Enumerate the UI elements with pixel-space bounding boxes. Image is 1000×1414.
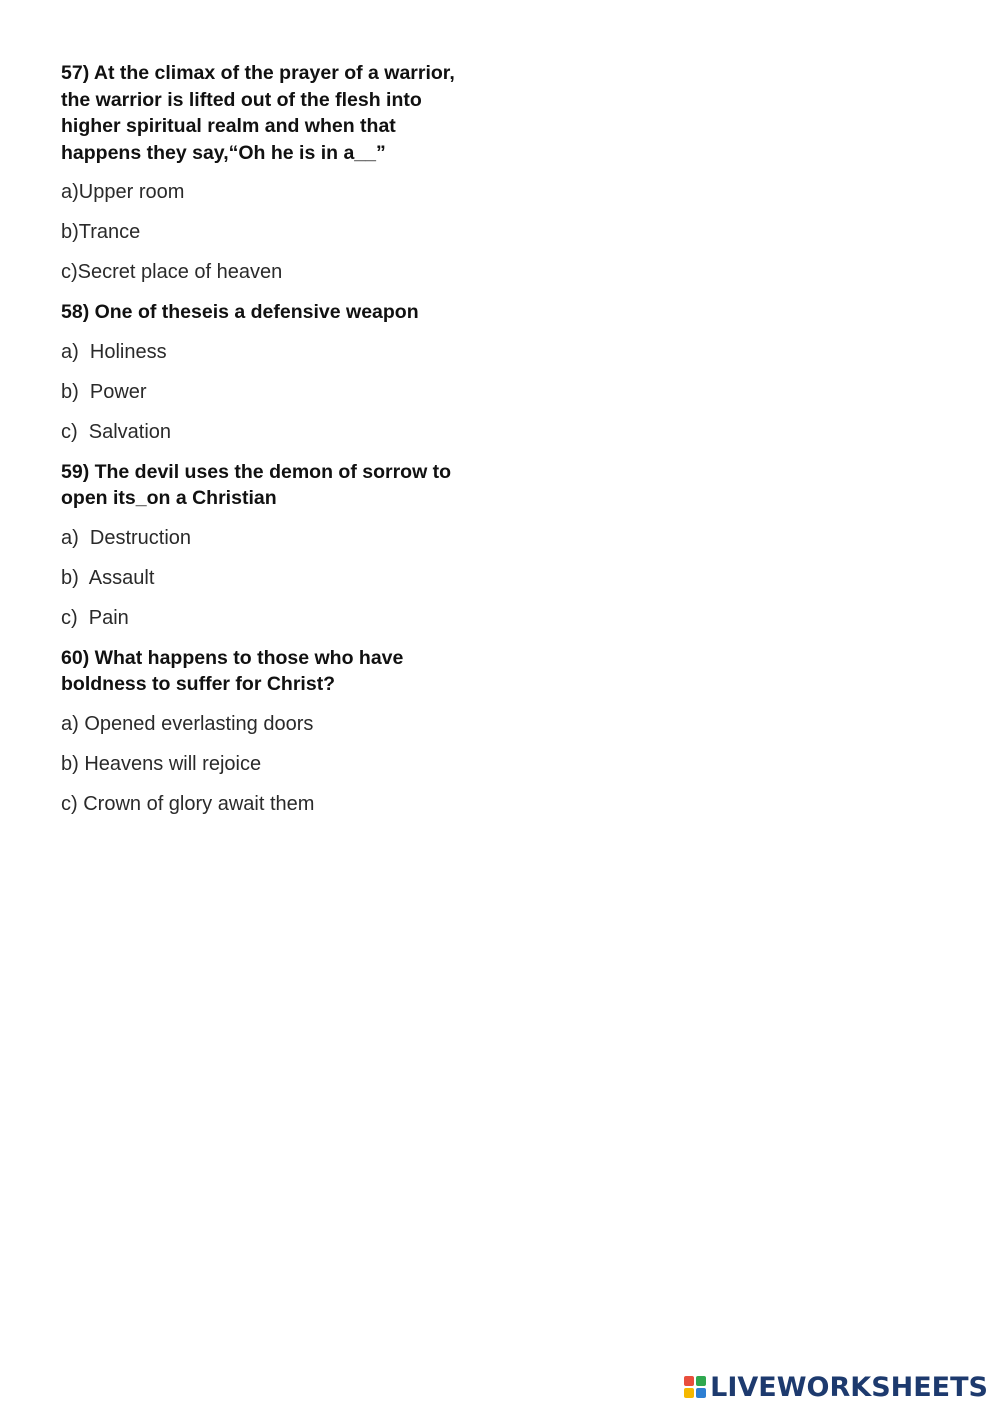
liveworksheets-logo-icon	[684, 1376, 706, 1398]
logo-text: LIVEWORKSHEETS	[710, 1371, 988, 1403]
option-b: b)Trance	[61, 221, 141, 243]
question-block-60	[61, 645, 481, 817]
question-block-57	[61, 60, 481, 285]
option-b: b) Assault	[61, 566, 155, 589]
option-a: a) Holiness	[61, 340, 167, 363]
question-block-58	[61, 299, 481, 445]
option-c: c) Salvation	[61, 420, 172, 443]
option-c: c) Crown of glory await them	[61, 792, 315, 815]
option-a: a)Upper room	[61, 181, 185, 203]
question-text: 59) The devil uses the demon of sorrow to open its_on a Christian	[61, 460, 452, 509]
worksheet-content	[61, 60, 481, 831]
option-a: a) Opened everlasting doors	[61, 712, 314, 735]
question-text: 60) What happens to those who have boldness to suffer for Christ?	[61, 646, 404, 695]
option-c: c) Pain	[61, 606, 129, 629]
logo-tile	[696, 1376, 706, 1386]
option-a: a) Destruction	[61, 526, 192, 549]
logo-tile	[684, 1376, 694, 1386]
question-text: 57) At the climax of the prayer of a warrior, the warrior is lifted out of the flesh into higher spiritual realm and when that happens they say,“Oh he is in a__”	[61, 62, 455, 164]
question-text: 58) One of theseis a defensive weapon	[61, 301, 419, 323]
liveworksheets-logo	[684, 1372, 988, 1402]
logo-tile	[684, 1388, 694, 1398]
option-c: c)Secret place of heaven	[61, 261, 283, 283]
option-b: b) Heavens will rejoice	[61, 752, 262, 775]
option-b: b) Power	[61, 380, 147, 403]
logo-tile	[696, 1388, 706, 1398]
question-block-59	[61, 459, 481, 631]
